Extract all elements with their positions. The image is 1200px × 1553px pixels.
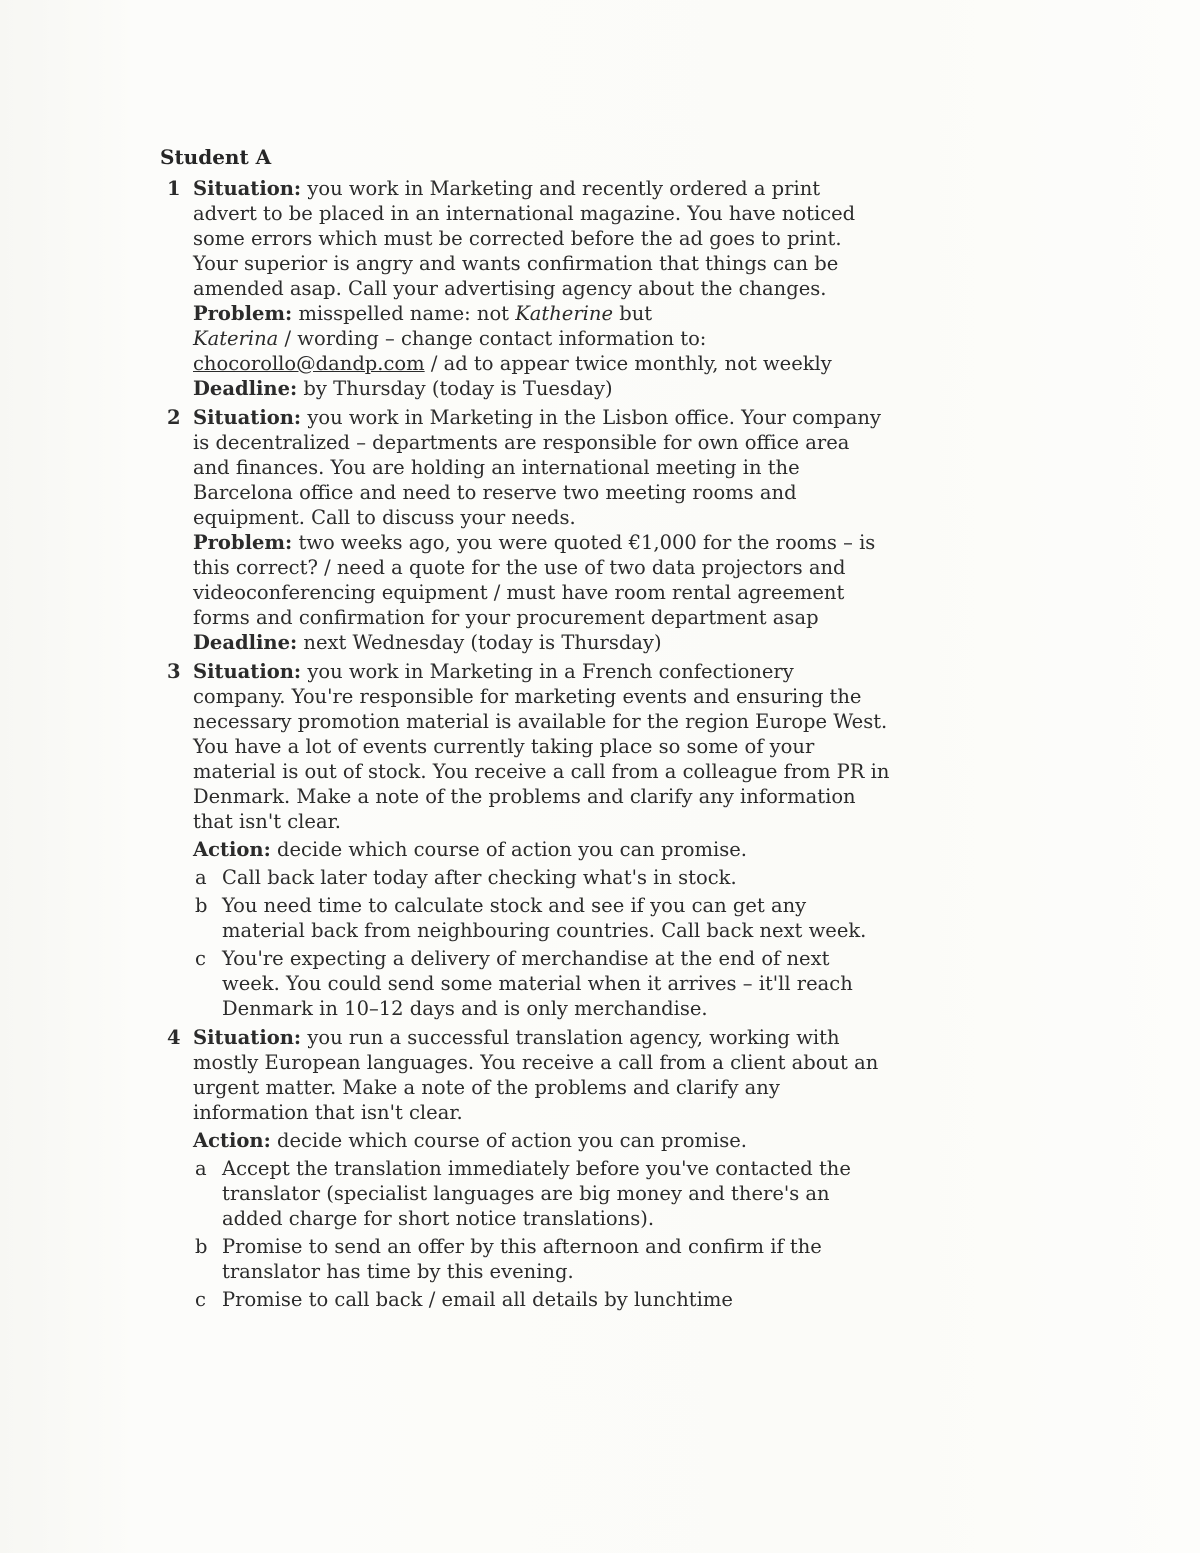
item-number: 4 <box>167 1026 181 1049</box>
option-letter: a <box>195 866 207 889</box>
option-b <box>193 893 890 943</box>
deadline-paragraph <box>193 376 890 401</box>
action-paragraph <box>193 1128 890 1153</box>
email-link[interactable]: chocorollo@dandp.com <box>193 352 425 375</box>
situation-item-2 <box>160 405 890 655</box>
action-paragraph <box>193 837 890 862</box>
situation-paragraph <box>193 405 890 630</box>
action-label: Action: <box>193 838 271 861</box>
option-text: Accept the translation immediately before you've contacted the translator (specialist languages are big money and there's an added charge for short notice translations). <box>222 1157 851 1230</box>
situation-label: Situation: <box>193 177 302 200</box>
deadline-text: by Thursday (today is Tuesday) <box>303 377 613 400</box>
problem-name-new: Katerina <box>193 327 279 350</box>
situation-item-4 <box>160 1025 890 1312</box>
deadline-text: next Wednesday (today is Thursday) <box>303 631 662 654</box>
situation-item-3 <box>160 659 890 1021</box>
situation-text: you work in Marketing in the Lisbon office. Your company is decentralized – departments are responsible for own office area and finances. You are holding an international meeting in the Barcelona office and need to reserve two meeting rooms and equipment. Call to discuss your needs. <box>193 406 881 529</box>
option-text: Call back later today after checking what's in stock. <box>222 866 737 889</box>
problem-name-old: Katherine <box>515 302 614 325</box>
item-number: 3 <box>167 660 181 683</box>
situation-label: Situation: <box>193 660 302 683</box>
action-label: Action: <box>193 1129 271 1152</box>
option-text: Promise to send an offer by this afternoon and confirm if the translator has time by this evening. <box>222 1235 822 1283</box>
situation-label: Situation: <box>193 1026 302 1049</box>
option-c <box>193 1287 890 1312</box>
situation-paragraph <box>193 176 890 301</box>
action-text: decide which course of action you can promise. <box>277 838 747 861</box>
option-letter: c <box>195 1288 206 1311</box>
problem-text: two weeks ago, you were quoted €1,000 for the rooms – is this correct? / need a quote for the use of two data projectors and videoconferencing equipment / must have room rental agreement forms and confirmation for your procurement department asap <box>193 531 876 629</box>
situation-label: Situation: <box>193 406 302 429</box>
option-letter: a <box>195 1157 207 1180</box>
item-number: 2 <box>167 406 181 429</box>
problem-label: Problem: <box>193 302 293 325</box>
option-text: You need time to calculate stock and see if you can get any material back from neighbouring countries. Call back next week. <box>222 894 867 942</box>
situation-item-1 <box>160 176 890 401</box>
option-a <box>193 1156 890 1231</box>
option-letter: c <box>195 947 206 970</box>
situation-text: you run a successful translation agency, working with mostly European languages. You receive a call from a client about an urgent matter. Make a note of the problems and clarify any information that isn't clear. <box>193 1026 879 1124</box>
option-letter: b <box>195 894 208 917</box>
deadline-paragraph <box>193 630 890 655</box>
option-b <box>193 1234 890 1284</box>
situation-paragraph <box>193 659 890 834</box>
deadline-label: Deadline: <box>193 377 298 400</box>
problem-label: Problem: <box>193 531 293 554</box>
option-text: You're expecting a delivery of merchandise at the end of next week. You could send some material when it arrives – it'll reach Denmark in 10–12 days and is only merchandise. <box>222 947 853 1020</box>
deadline-label: Deadline: <box>193 631 298 654</box>
action-text: decide which course of action you can promise. <box>277 1129 747 1152</box>
worksheet <box>160 145 890 1316</box>
situation-text: you work in Marketing in a French confectionery company. You're responsible for marketing events and ensuring the necessary promotion material is available for the region Europe West. You have a lot of events currently taking place so some of your material is out of stock. You receive a call from a colleague from PR in Denmark. Make a note of the problems and clarify any information that isn't clear. <box>193 660 890 833</box>
problem-text: / ad to appear twice monthly, not weekly <box>430 352 832 375</box>
item-number: 1 <box>167 177 181 200</box>
situation-text: you work in Marketing and recently ordered a print advert to be placed in an international magazine. You have noticed some errors which must be corrected before the ad goes to print. Your superior is angry and wants confirmation that things can be amended asap. Call your advertising agency about the changes. <box>193 177 856 300</box>
option-text: Promise to call back / email all details by lunchtime <box>222 1288 733 1311</box>
option-letter: b <box>195 1235 208 1258</box>
option-a <box>193 865 890 890</box>
problem-text: / wording – change contact information to: <box>284 327 707 350</box>
section-heading: Student A <box>160 145 272 169</box>
situation-paragraph <box>193 1025 890 1125</box>
problem-paragraph <box>193 301 890 376</box>
problem-text: but <box>619 302 653 325</box>
option-c <box>193 946 890 1021</box>
problem-text: misspelled name: not <box>298 302 510 325</box>
